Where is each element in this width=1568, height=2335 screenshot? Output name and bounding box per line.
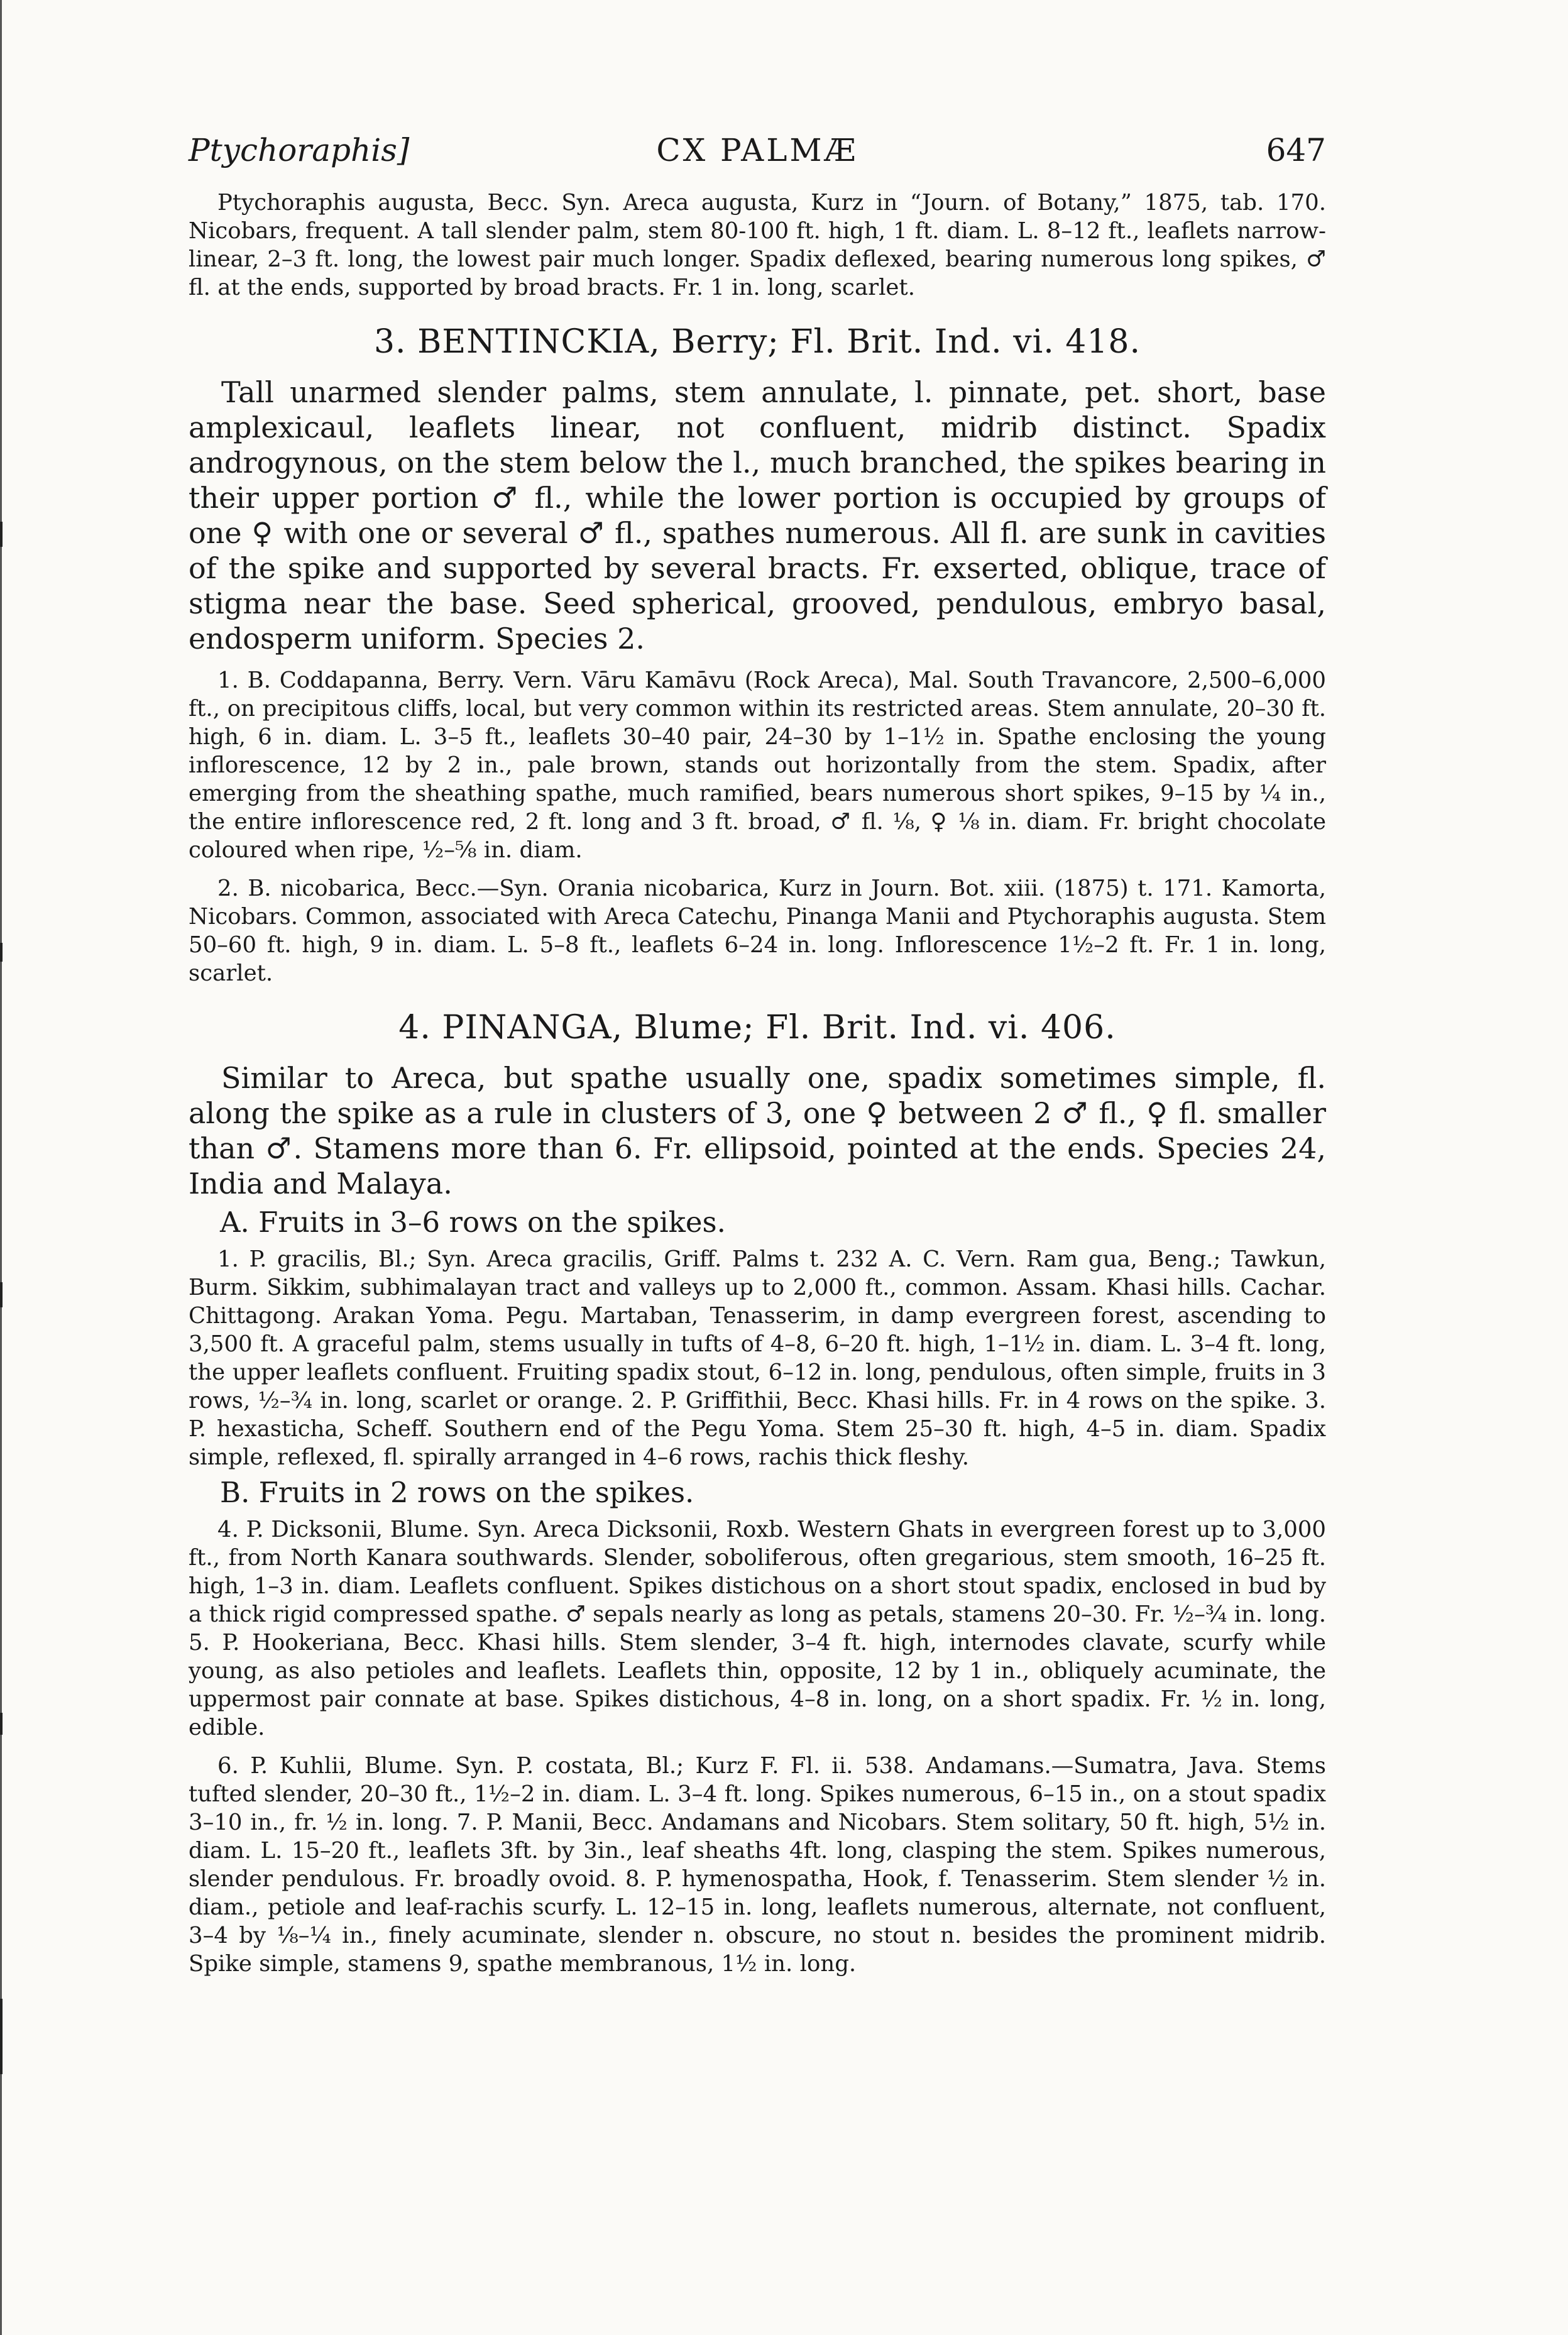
species-entry-pinanga-kuhlii: 6. P. Kuhlii, Blume. Syn. P. costata, Bl.; Kurz F. Fl. ii. 538. Andamans.—Sumatra, Java. Stems tufted slender, 20–30 ft., 1½–2 in. diam. L. 3–4 ft. long. Spikes numerous, 6–15 in., on a stout spadix 3–10 in., fr. ½ in. long. 7. P. Manii, Becc. Andamans and Nicobars. Stem solitary, 50 ft. high, 5½ in. diam. L. 15–20 ft., leaflets 3ft. by 3in., leaf sheaths 4ft. long, clasping the stem. Spikes numerous, slender pendulous. Fr. broadly ovoid. 8. P. hymenospatha, Hook, f. Tenasserim. Stem slender ½ in. diam., petiole and leaf-rachis scurfy. L. 12–15 in. long, leaflets numerous, alternate, not confluent, 3–4 by ⅛–¼ in., finely acuminate, slender n. obscure, no stout n. besides the prominent midrib. Spike simple, stamens 9, spathe membranous, 1½ in. long. xyxy=(189,1753,1326,1977)
scan-edge-mark xyxy=(0,0,2,2335)
species-entry-pinanga-gracilis: 1. P. gracilis, Bl.; Syn. Areca gracilis, Griff. Palms t. 232 A. C. Vern. Ram gua, Beng.; Tawkun, Burm. Sikkim, subhimalayan tract and valleys up to 2,000 ft., common. Assam. Khasi hills. Cachar. Chittagong. Arakan Yoma. Pegu. Martaban, Tenasserim, in damp evergreen forest, ascending to 3,500 ft. A graceful palm, stems usually in tufts of 4–8, 6–20 ft. high, 1–1½ in. diam. L. 3–4 ft. long, the upper leaflets confluent. Fruiting spadix stout, 6–12 in. long, pendulous, often simple, fruits in 3 rows, ½–¾ in. long, scarlet or orange. 2. P. Griffithii, Becc. Khasi hills. Fr. in 4 rows on the spike. 3. P. hexasticha, Scheff. Southern end of the Pegu Yoma. Stem 25–30 ft. high, 4–5 in. diam. Spadix simple, reflexed, fl. spirally arranged in 4–6 rows, rachis thick fleshy. xyxy=(189,1246,1326,1470)
book-page xyxy=(189,132,1326,1978)
section-heading-a: A. Fruits in 3–6 rows on the spikes. xyxy=(220,1206,726,1239)
section-heading-b: B. Fruits in 2 rows on the spikes. xyxy=(220,1476,694,1509)
genus-heading-pinanga: 4. PINANGA, Blume; Fl. Brit. Ind. vi. 406. xyxy=(398,1009,1116,1047)
scan-edge-mark xyxy=(0,943,3,962)
genus-heading-bentinckia: 3. BENTINCKIA, Berry; Fl. Brit. Ind. vi. 418. xyxy=(373,323,1141,361)
genus-description-pinanga: Similar to Areca, but spathe usually one, spadix sometimes simple, fl. along the spike as a rule in clusters of 3, one ♀ between 2 ♂ fl., ♀ fl. smaller than ♂. Stamens more than 6. Fr. ellipsoid, pointed at the ends. Species 24, India and Malaya. xyxy=(189,1061,1326,1200)
species-entry-ptychoraphis-augusta: Ptychoraphis augusta, Becc. Syn. Areca augusta, Kurz in “Journ. of Botany,” 1875, tab. 170. Nicobars, frequent. A tall slender palm, stem 80-100 ft. high, 1 ft. diam. L. 8–12 ft., leaflets narrow-linear, 2–3 ft. long, the lowest pair much longer. Spadix deflexed, bearing numerous long spikes, ♂ fl. at the ends, supported by broad bracts. Fr. 1 in. long, scarlet. xyxy=(189,190,1326,300)
running-header xyxy=(189,132,1326,189)
species-entry-bentinckia-nicobarica: 2. B. nicobarica, Becc.—Syn. Orania nicobarica, Kurz in Journ. Bot. xiii. (1875) t. 171. Kamorta, Nicobars. Common, associated with Areca Catechu, Pinanga Manii and Ptychoraphis augusta. Stem 50–60 ft. high, 9 in. diam. L. 5–8 ft., leaflets 6–24 in. long. Inflorescence 1½–2 ft. Fr. 1 in. long, scarlet. xyxy=(189,876,1326,986)
running-head-family: CX PALMÆ xyxy=(656,132,858,168)
species-entry-bentinckia-coddapanna: 1. B. Coddapanna, Berry. Vern. Vāru Kamāvu (Rock Areca), Mal. South Travancore, 2,500–6,000 ft., on precipitous cliffs, local, but very common within its restricted areas. Stem annulate, 20–30 ft. high, 6 in. diam. L. 3–5 ft., leaflets 30–40 pair, 24–30 by 1–1½ in. Spathe enclosing the young inflorescence, 12 by 2 in., pale brown, stands out horizontally from the stem. Spadix, after emerging from the sheathing spathe, much ramified, bears numerous short spikes, 9–15 by ¼ in., the entire inflorescence red, 2 ft. long and 3 ft. broad, ♂ fl. ⅛, ♀ ⅛ in. diam. Fr. bright chocolate coloured when ripe, ½–⅝ in. diam. xyxy=(189,668,1326,863)
running-head-genus: Ptychoraphis] xyxy=(189,132,410,168)
scan-edge-mark xyxy=(0,1999,3,2074)
page-number: 647 xyxy=(1266,132,1326,168)
scan-edge-mark xyxy=(0,1713,3,1735)
scan-edge-mark xyxy=(0,1282,3,1307)
species-entry-pinanga-dicksonii: 4. P. Dicksonii, Blume. Syn. Areca Dicksonii, Roxb. Western Ghats in evergreen forest up to 3,000 ft., from North Kanara southwards. Slender, soboliferous, often gregarious, stem smooth, 16–25 ft. high, 1–3 in. diam. Leaflets confluent. Spikes distichous on a short stout spadix, enclosed in bud by a thick rigid compressed spathe. ♂ sepals nearly as long as petals, stamens 20–30. Fr. ½–¾ in. long. 5. P. Hookeriana, Becc. Khasi hills. Stem slender, 3–4 ft. high, internodes clavate, scurfy while young, as also petioles and leaflets. Leaflets thin, opposite, 12 by 1 in., obliquely acuminate, the uppermost pair connate at base. Spikes distichous, 4–8 in. long, on a short spadix. Fr. ½ in. long, edible. xyxy=(189,1517,1326,1740)
genus-description-bentinckia: Tall unarmed slender palms, stem annulate, l. pinnate, pet. short, base amplexicaul, leaflets linear, not confluent, midrib distinct. Spadix androgynous, on the stem below the l., much branched, the spikes bearing in their upper portion ♂ fl., while the lower portion is occupied by groups of one ♀ with one or several ♂ fl., spathes numerous. All fl. are sunk in cavities of the spike and supported by several bracts. Fr. exserted, oblique, trace of stigma near the base. Seed spherical, grooved, pendulous, embryo basal, endosperm uniform. Species 2. xyxy=(189,375,1326,656)
scan-edge-mark xyxy=(0,522,3,547)
